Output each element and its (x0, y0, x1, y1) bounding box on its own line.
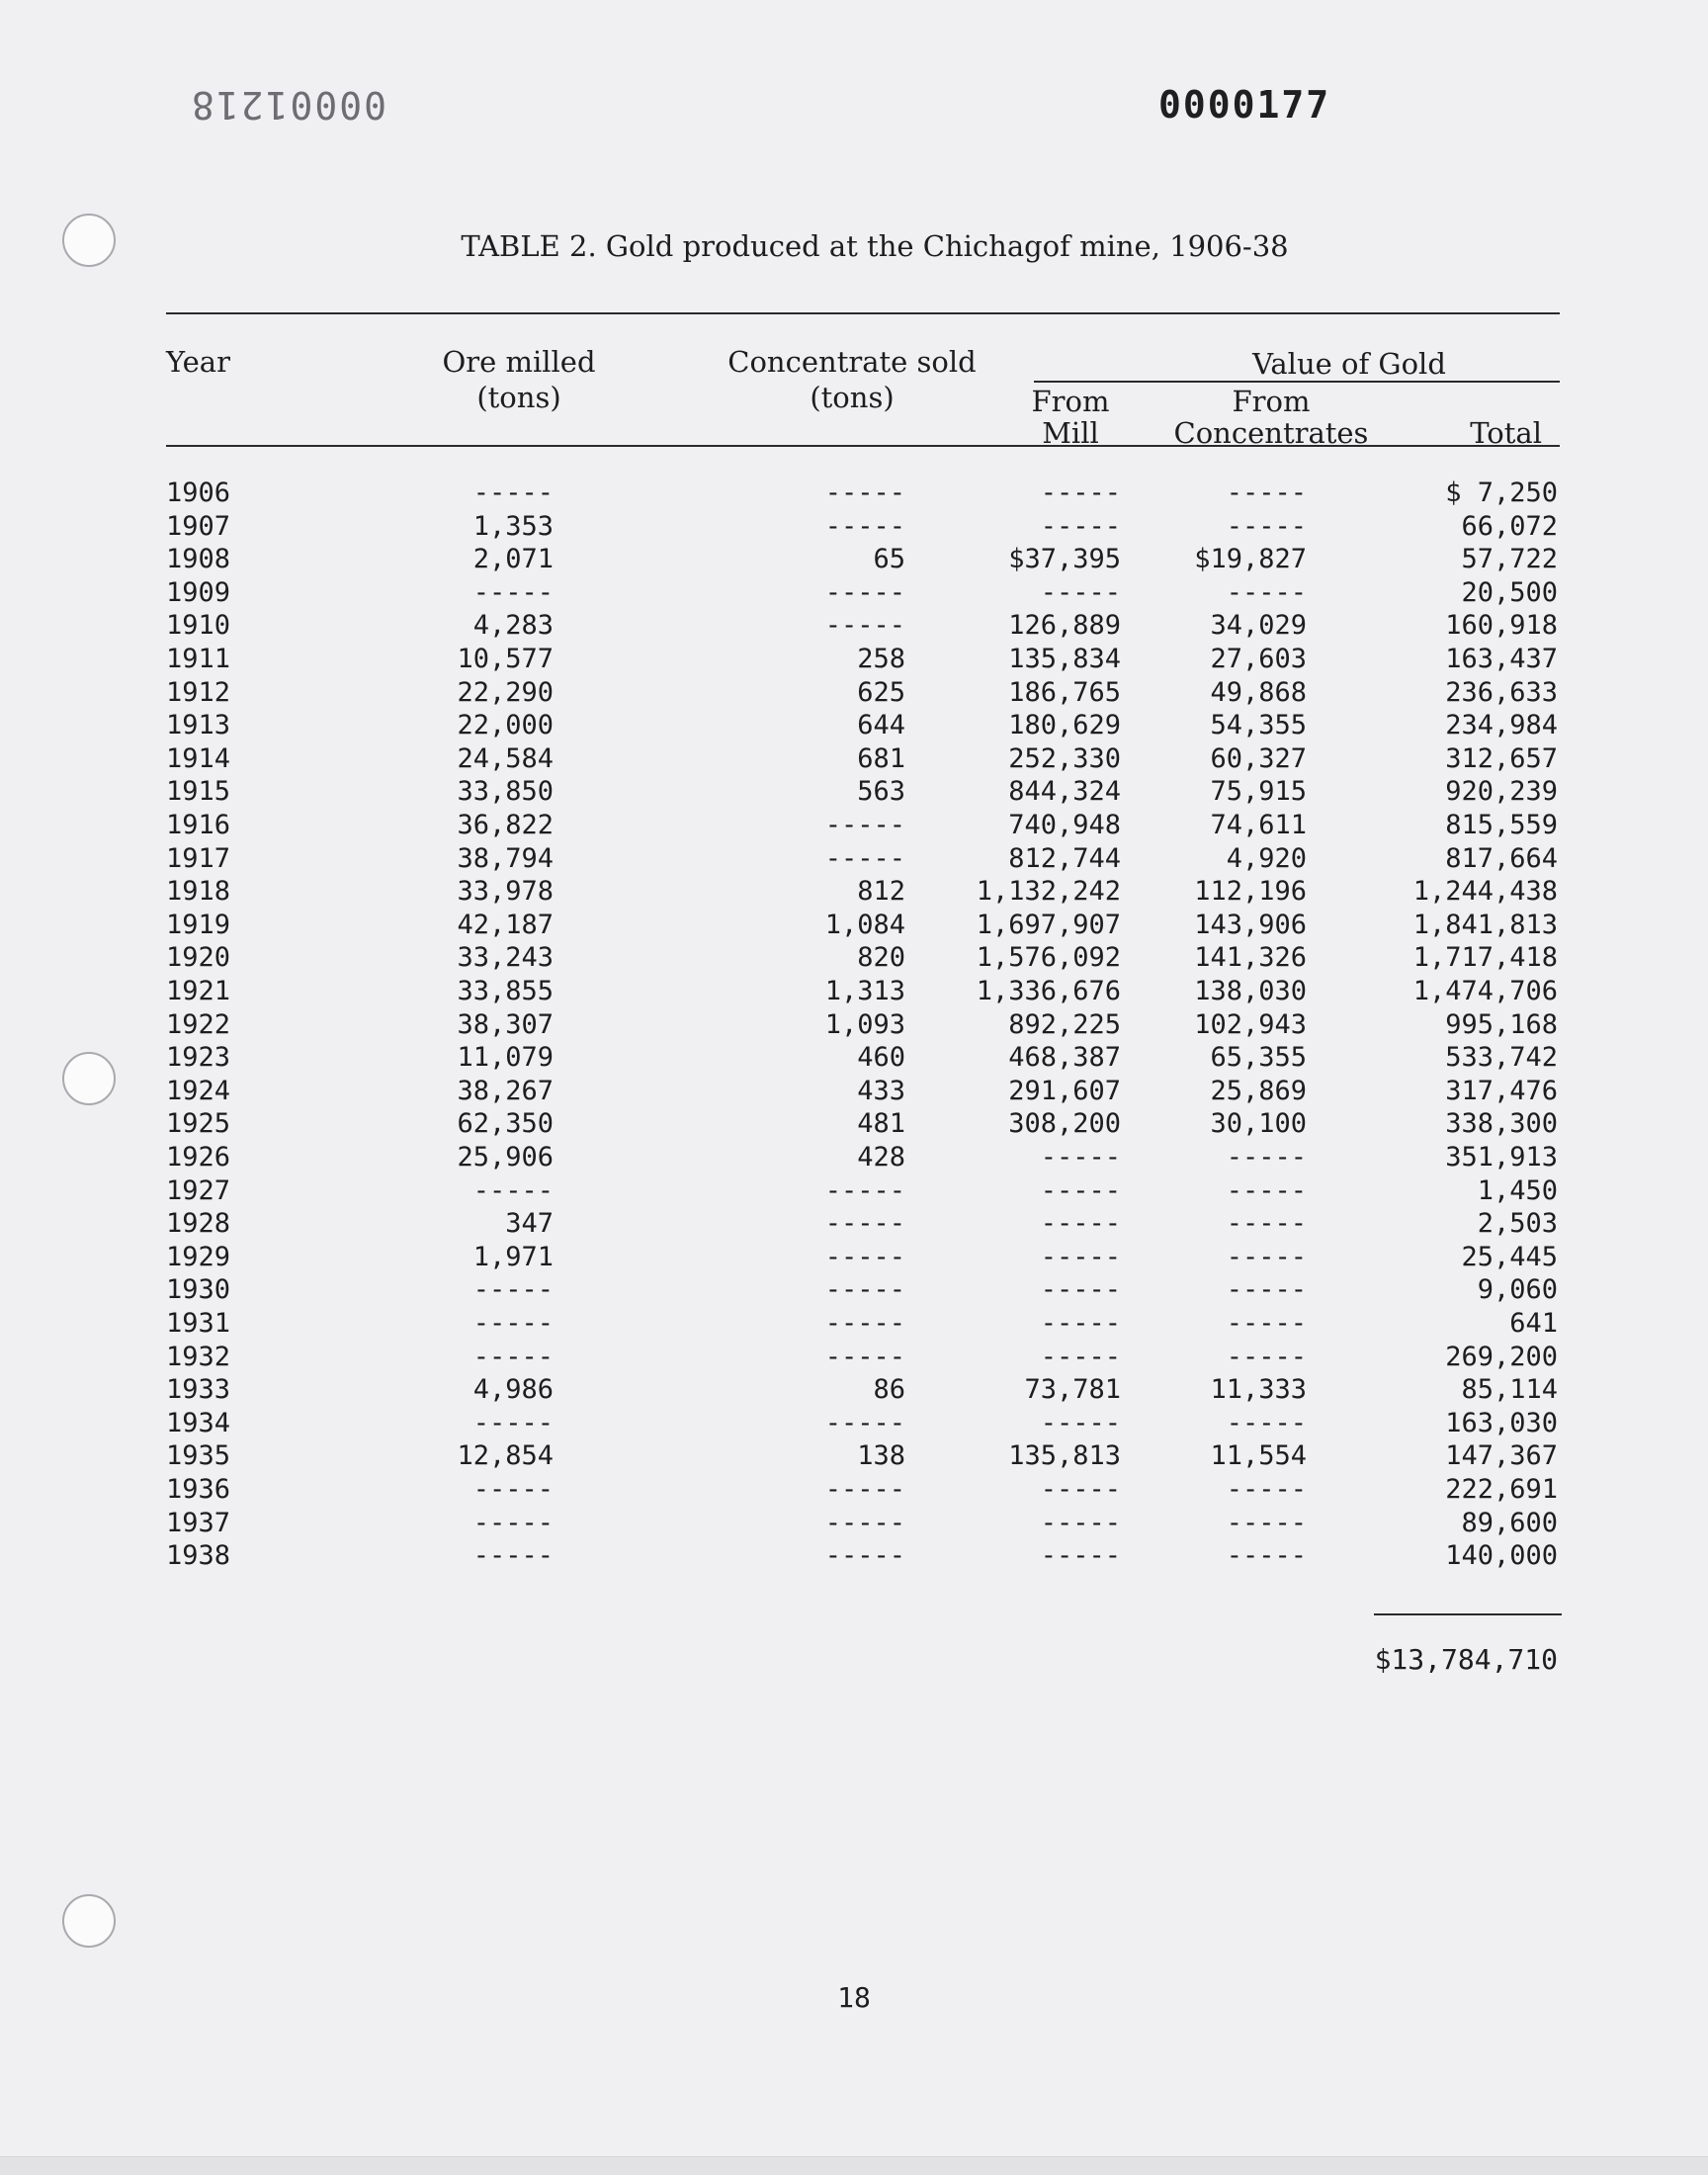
table-row (0, 1141, 1708, 1174)
year-cell: 1930 (166, 1274, 231, 1306)
ore-milled-cell: 42,187 (457, 909, 554, 940)
value-from-concentrates-cell: ----- (1226, 1142, 1307, 1173)
total-value-cell: 1,841,813 (1412, 909, 1558, 940)
ore-milled-cell: ----- (472, 1540, 554, 1572)
concentrate-sold-cell: ----- (824, 842, 905, 874)
header-concentrates-line1: From (1232, 385, 1311, 418)
ore-milled-cell: 2,071 (472, 544, 554, 575)
value-from-mill-cell: ----- (1040, 1241, 1121, 1272)
year-cell: 1912 (166, 676, 231, 708)
value-from-concentrates-cell: ----- (1226, 1308, 1307, 1339)
value-from-concentrates-cell: 138,030 (1194, 976, 1307, 1006)
year-cell: 1915 (166, 776, 231, 808)
value-from-mill-cell: 73,781 (1024, 1374, 1121, 1406)
table-row (0, 477, 1708, 510)
value-from-concentrates-cell: 34,029 (1210, 610, 1307, 642)
header-ore-line2: (tons) (476, 381, 561, 414)
value-from-mill-cell: ----- (1040, 1474, 1121, 1505)
ore-milled-cell: 22,000 (457, 710, 554, 741)
total-value-cell: 66,072 (1461, 510, 1558, 542)
value-from-mill-cell: ----- (1040, 1174, 1121, 1206)
total-value-cell: 1,244,438 (1412, 876, 1558, 908)
year-cell: 1916 (166, 810, 231, 840)
value-from-concentrates-cell: 30,100 (1210, 1108, 1307, 1140)
value-from-concentrates-cell: 27,603 (1210, 644, 1307, 674)
value-group-rule (1034, 381, 1560, 383)
value-from-mill-cell: ----- (1040, 478, 1121, 508)
table-row (0, 709, 1708, 742)
table-row (0, 809, 1708, 842)
year-cell: 1913 (166, 710, 231, 741)
total-value-cell: 1,450 (1477, 1174, 1558, 1206)
concentrate-sold-cell: ----- (824, 1407, 905, 1438)
table-row (0, 1539, 1708, 1573)
concentrate-sold-cell: ----- (824, 478, 905, 508)
value-from-mill-cell: ----- (1040, 1208, 1121, 1240)
ore-milled-cell: 62,350 (457, 1108, 554, 1140)
total-value-cell: 140,000 (1445, 1540, 1558, 1572)
year-cell: 1922 (166, 1008, 231, 1040)
value-from-concentrates-cell: ----- (1226, 1540, 1307, 1572)
total-value-cell: 312,657 (1445, 742, 1558, 774)
total-value-cell: 89,600 (1461, 1507, 1558, 1538)
table-row (0, 576, 1708, 610)
value-from-concentrates-cell: 112,196 (1194, 876, 1307, 908)
value-from-mill-cell: 468,387 (1008, 1042, 1121, 1074)
value-from-concentrates-cell: 25,869 (1210, 1075, 1307, 1106)
table-top-rule (166, 312, 1560, 314)
header-concentrate-line2: (tons) (810, 381, 895, 414)
table-row (0, 1241, 1708, 1274)
year-cell: 1938 (166, 1540, 231, 1572)
value-from-concentrates-cell: 11,554 (1210, 1440, 1307, 1472)
table-row (0, 775, 1708, 809)
ore-milled-cell: 33,855 (457, 976, 554, 1006)
document-id-upside-down: 00001218 (190, 83, 387, 127)
document-id: 0000177 (1158, 83, 1331, 127)
year-cell: 1933 (166, 1374, 231, 1406)
year-cell: 1928 (166, 1208, 231, 1240)
ore-milled-cell: 24,584 (457, 742, 554, 774)
table-row (0, 1439, 1708, 1473)
header-bottom-rule (166, 445, 1560, 447)
concentrate-sold-cell: 481 (857, 1108, 905, 1140)
year-cell: 1927 (166, 1174, 231, 1206)
value-from-mill-cell: ----- (1040, 1142, 1121, 1173)
concentrate-sold-cell: ----- (824, 810, 905, 840)
ore-milled-cell: ----- (472, 1274, 554, 1306)
ore-milled-cell: 25,906 (457, 1142, 554, 1173)
value-from-mill-cell: ----- (1040, 1540, 1121, 1572)
concentrate-sold-cell: ----- (824, 1274, 905, 1306)
value-from-concentrates-cell: 102,943 (1194, 1008, 1307, 1040)
year-cell: 1936 (166, 1474, 231, 1505)
year-cell: 1925 (166, 1108, 231, 1140)
value-from-concentrates-cell: ----- (1226, 1507, 1307, 1538)
header-total: Total (1470, 416, 1542, 450)
year-cell: 1934 (166, 1407, 231, 1438)
table-row (0, 1373, 1708, 1407)
ore-milled-cell: 38,267 (457, 1075, 554, 1106)
concentrate-sold-cell: 65 (873, 544, 905, 575)
value-from-concentrates-cell: ----- (1226, 1241, 1307, 1272)
value-from-concentrates-cell: 143,906 (1194, 909, 1307, 940)
ore-milled-cell: 4,283 (472, 610, 554, 642)
ore-milled-cell: 33,850 (457, 776, 554, 808)
concentrate-sold-cell: 460 (857, 1042, 905, 1074)
total-value-cell: 920,239 (1445, 776, 1558, 808)
ore-milled-cell: 22,290 (457, 676, 554, 708)
header-concentrate-line1: Concentrate sold (727, 345, 977, 379)
table-row (0, 543, 1708, 576)
total-value-cell: 351,913 (1445, 1142, 1558, 1173)
value-from-concentrates-cell: ----- (1226, 510, 1307, 542)
table-row (0, 1307, 1708, 1341)
table-row (0, 1273, 1708, 1307)
year-cell: 1919 (166, 909, 231, 940)
concentrate-sold-cell: ----- (824, 1507, 905, 1538)
grand-total: $13,784,710 (1374, 1643, 1558, 1676)
concentrate-sold-cell: 1,084 (824, 909, 905, 940)
total-value-cell: 817,664 (1445, 842, 1558, 874)
table-row (0, 941, 1708, 975)
table-row (0, 643, 1708, 676)
page-number: 18 (837, 1981, 871, 2014)
concentrate-sold-cell: 820 (857, 942, 905, 974)
total-value-cell: 815,559 (1445, 810, 1558, 840)
year-cell: 1908 (166, 544, 231, 575)
value-from-mill-cell: ----- (1040, 1341, 1121, 1372)
value-from-concentrates-cell: ----- (1226, 1474, 1307, 1505)
value-from-mill-cell: 1,697,907 (976, 909, 1121, 940)
header-ore-line1: Ore milled (442, 345, 596, 379)
table-row (0, 875, 1708, 909)
value-from-concentrates-cell: 75,915 (1210, 776, 1307, 808)
concentrate-sold-cell: ----- (824, 1474, 905, 1505)
value-from-mill-cell: ----- (1040, 1507, 1121, 1538)
total-value-cell: 85,114 (1461, 1374, 1558, 1406)
year-cell: 1937 (166, 1507, 231, 1538)
value-from-mill-cell: 1,576,092 (976, 942, 1121, 974)
year-cell: 1932 (166, 1341, 231, 1372)
value-from-concentrates-cell: 60,327 (1210, 742, 1307, 774)
ore-milled-cell: ----- (472, 576, 554, 608)
total-value-cell: 338,300 (1445, 1108, 1558, 1140)
value-from-concentrates-cell: 11,333 (1210, 1374, 1307, 1406)
value-from-concentrates-cell: 65,355 (1210, 1042, 1307, 1074)
table-row (0, 1075, 1708, 1108)
ore-milled-cell: ----- (472, 1507, 554, 1538)
value-from-concentrates-cell: ----- (1226, 1174, 1307, 1206)
value-from-concentrates-cell: ----- (1226, 478, 1307, 508)
value-from-concentrates-cell: ----- (1226, 1341, 1307, 1372)
year-cell: 1917 (166, 842, 231, 874)
value-from-concentrates-cell: 141,326 (1194, 942, 1307, 974)
table-row (0, 1008, 1708, 1042)
total-value-cell: 236,633 (1445, 676, 1558, 708)
concentrate-sold-cell: 812 (857, 876, 905, 908)
header-concentrates-line2: Concentrates (1173, 416, 1369, 450)
total-value-cell: 995,168 (1445, 1008, 1558, 1040)
value-from-mill-cell: 1,336,676 (976, 976, 1121, 1006)
value-from-mill-cell: 844,324 (1008, 776, 1121, 808)
year-cell: 1926 (166, 1142, 231, 1173)
value-from-mill-cell: 291,607 (1008, 1075, 1121, 1106)
value-from-mill-cell: 740,948 (1008, 810, 1121, 840)
total-value-cell: 1,717,418 (1412, 942, 1558, 974)
table-row (0, 909, 1708, 942)
concentrate-sold-cell: ----- (824, 510, 905, 542)
year-cell: 1921 (166, 976, 231, 1006)
year-cell: 1911 (166, 644, 231, 674)
value-from-concentrates-cell: ----- (1226, 1208, 1307, 1240)
total-value-cell: 147,367 (1445, 1440, 1558, 1472)
value-from-mill-cell: 892,225 (1008, 1008, 1121, 1040)
table-row (0, 1107, 1708, 1141)
ore-milled-cell: 347 (505, 1208, 554, 1240)
table-row (0, 975, 1708, 1008)
total-value-cell: 2,503 (1477, 1208, 1558, 1240)
year-cell: 1907 (166, 510, 231, 542)
concentrate-sold-cell: 258 (857, 644, 905, 674)
total-value-cell: 269,200 (1445, 1341, 1558, 1372)
table-row (0, 1041, 1708, 1075)
year-cell: 1920 (166, 942, 231, 974)
value-from-mill-cell: ----- (1040, 510, 1121, 542)
value-from-mill-cell: ----- (1040, 1407, 1121, 1438)
value-from-concentrates-cell: 74,611 (1210, 810, 1307, 840)
table-row (0, 1507, 1708, 1540)
ore-milled-cell: 33,978 (457, 876, 554, 908)
concentrate-sold-cell: ----- (824, 576, 905, 608)
value-from-concentrates-cell: ----- (1226, 1274, 1307, 1306)
value-from-concentrates-cell: ----- (1226, 1407, 1307, 1438)
table-title: TABLE 2. Gold produced at the Chichagof mine, 1906-38 (461, 229, 1289, 263)
concentrate-sold-cell: ----- (824, 1308, 905, 1339)
total-value-cell: 1,474,706 (1412, 976, 1558, 1006)
concentrate-sold-cell: 1,313 (824, 976, 905, 1006)
ore-milled-cell: 36,822 (457, 810, 554, 840)
table-row (0, 1407, 1708, 1440)
total-value-cell: 57,722 (1461, 544, 1558, 575)
value-from-mill-cell: 186,765 (1008, 676, 1121, 708)
value-from-concentrates-cell: 54,355 (1210, 710, 1307, 741)
total-value-cell: 641 (1509, 1308, 1558, 1339)
total-value-cell: 317,476 (1445, 1075, 1558, 1106)
value-from-concentrates-cell: ----- (1226, 576, 1307, 608)
concentrate-sold-cell: 86 (873, 1374, 905, 1406)
year-cell: 1935 (166, 1440, 231, 1472)
ore-milled-cell: ----- (472, 1341, 554, 1372)
ore-milled-cell: 10,577 (457, 644, 554, 674)
table-row (0, 1473, 1708, 1507)
concentrate-sold-cell: 428 (857, 1142, 905, 1173)
value-from-mill-cell: 135,834 (1008, 644, 1121, 674)
total-value-cell: 25,445 (1461, 1241, 1558, 1272)
total-value-cell: 160,918 (1445, 610, 1558, 642)
concentrate-sold-cell: ----- (824, 1241, 905, 1272)
year-cell: 1906 (166, 478, 231, 508)
total-value-cell: 234,984 (1445, 710, 1558, 741)
total-value-cell: 222,691 (1445, 1474, 1558, 1505)
year-cell: 1914 (166, 742, 231, 774)
total-value-cell: $ 7,250 (1445, 478, 1558, 508)
table-row (0, 1341, 1708, 1374)
value-from-concentrates-cell: 4,920 (1226, 842, 1307, 874)
concentrate-sold-cell: 433 (857, 1075, 905, 1106)
ore-milled-cell: 38,307 (457, 1008, 554, 1040)
concentrate-sold-cell: ----- (824, 610, 905, 642)
year-cell: 1909 (166, 576, 231, 608)
ore-milled-cell: ----- (472, 1474, 554, 1505)
header-year: Year (166, 345, 230, 379)
value-from-mill-cell: 252,330 (1008, 742, 1121, 774)
ore-milled-cell: 33,243 (457, 942, 554, 974)
value-from-concentrates-cell: 49,868 (1210, 676, 1307, 708)
table-row (0, 609, 1708, 643)
table-row (0, 1207, 1708, 1241)
value-from-mill-cell: ----- (1040, 1274, 1121, 1306)
header-mill-line2: Mill (1042, 416, 1099, 450)
year-cell: 1931 (166, 1308, 231, 1339)
year-cell: 1918 (166, 876, 231, 908)
concentrate-sold-cell: ----- (824, 1341, 905, 1372)
value-from-mill-cell: 812,744 (1008, 842, 1121, 874)
ore-milled-cell: ----- (472, 1174, 554, 1206)
table-row (0, 510, 1708, 544)
value-from-mill-cell: 135,813 (1008, 1440, 1121, 1472)
value-from-mill-cell: $37,395 (1008, 544, 1121, 575)
year-cell: 1910 (166, 610, 231, 642)
concentrate-sold-cell: ----- (824, 1208, 905, 1240)
concentrate-sold-cell: ----- (824, 1540, 905, 1572)
table-row (0, 1174, 1708, 1208)
punch-hole-bottom (62, 1894, 116, 1948)
ore-milled-cell: 4,986 (472, 1374, 554, 1406)
total-value-cell: 163,030 (1445, 1407, 1558, 1438)
concentrate-sold-cell: ----- (824, 1174, 905, 1206)
concentrate-sold-cell: 681 (857, 742, 905, 774)
ore-milled-cell: 1,971 (472, 1241, 554, 1272)
value-from-mill-cell: ----- (1040, 576, 1121, 608)
concentrate-sold-cell: 625 (857, 676, 905, 708)
year-cell: 1929 (166, 1241, 231, 1272)
ore-milled-cell: 1,353 (472, 510, 554, 542)
total-value-cell: 163,437 (1445, 644, 1558, 674)
total-value-cell: 533,742 (1445, 1042, 1558, 1074)
concentrate-sold-cell: 138 (857, 1440, 905, 1472)
ore-milled-cell: ----- (472, 1308, 554, 1339)
ore-milled-cell: 38,794 (457, 842, 554, 874)
table-row (0, 842, 1708, 876)
value-from-mill-cell: ----- (1040, 1308, 1121, 1339)
total-value-cell: 20,500 (1461, 576, 1558, 608)
value-from-concentrates-cell: $19,827 (1194, 544, 1307, 575)
value-from-mill-cell: 1,132,242 (976, 876, 1121, 908)
table-row (0, 676, 1708, 710)
scan-bottom-edge (0, 2156, 1708, 2175)
ore-milled-cell: 11,079 (457, 1042, 554, 1074)
header-mill-line1: From (1031, 385, 1110, 418)
year-cell: 1923 (166, 1042, 231, 1074)
ore-milled-cell: 12,854 (457, 1440, 554, 1472)
concentrate-sold-cell: 563 (857, 776, 905, 808)
ore-milled-cell: ----- (472, 478, 554, 508)
ore-milled-cell: ----- (472, 1407, 554, 1438)
table-row (0, 742, 1708, 776)
sum-rule (1374, 1613, 1562, 1615)
header-value-of-gold: Value of Gold (1252, 347, 1446, 381)
value-from-mill-cell: 180,629 (1008, 710, 1121, 741)
value-from-mill-cell: 126,889 (1008, 610, 1121, 642)
value-from-mill-cell: 308,200 (1008, 1108, 1121, 1140)
concentrate-sold-cell: 644 (857, 710, 905, 741)
total-value-cell: 9,060 (1477, 1274, 1558, 1306)
concentrate-sold-cell: 1,093 (824, 1008, 905, 1040)
year-cell: 1924 (166, 1075, 231, 1106)
